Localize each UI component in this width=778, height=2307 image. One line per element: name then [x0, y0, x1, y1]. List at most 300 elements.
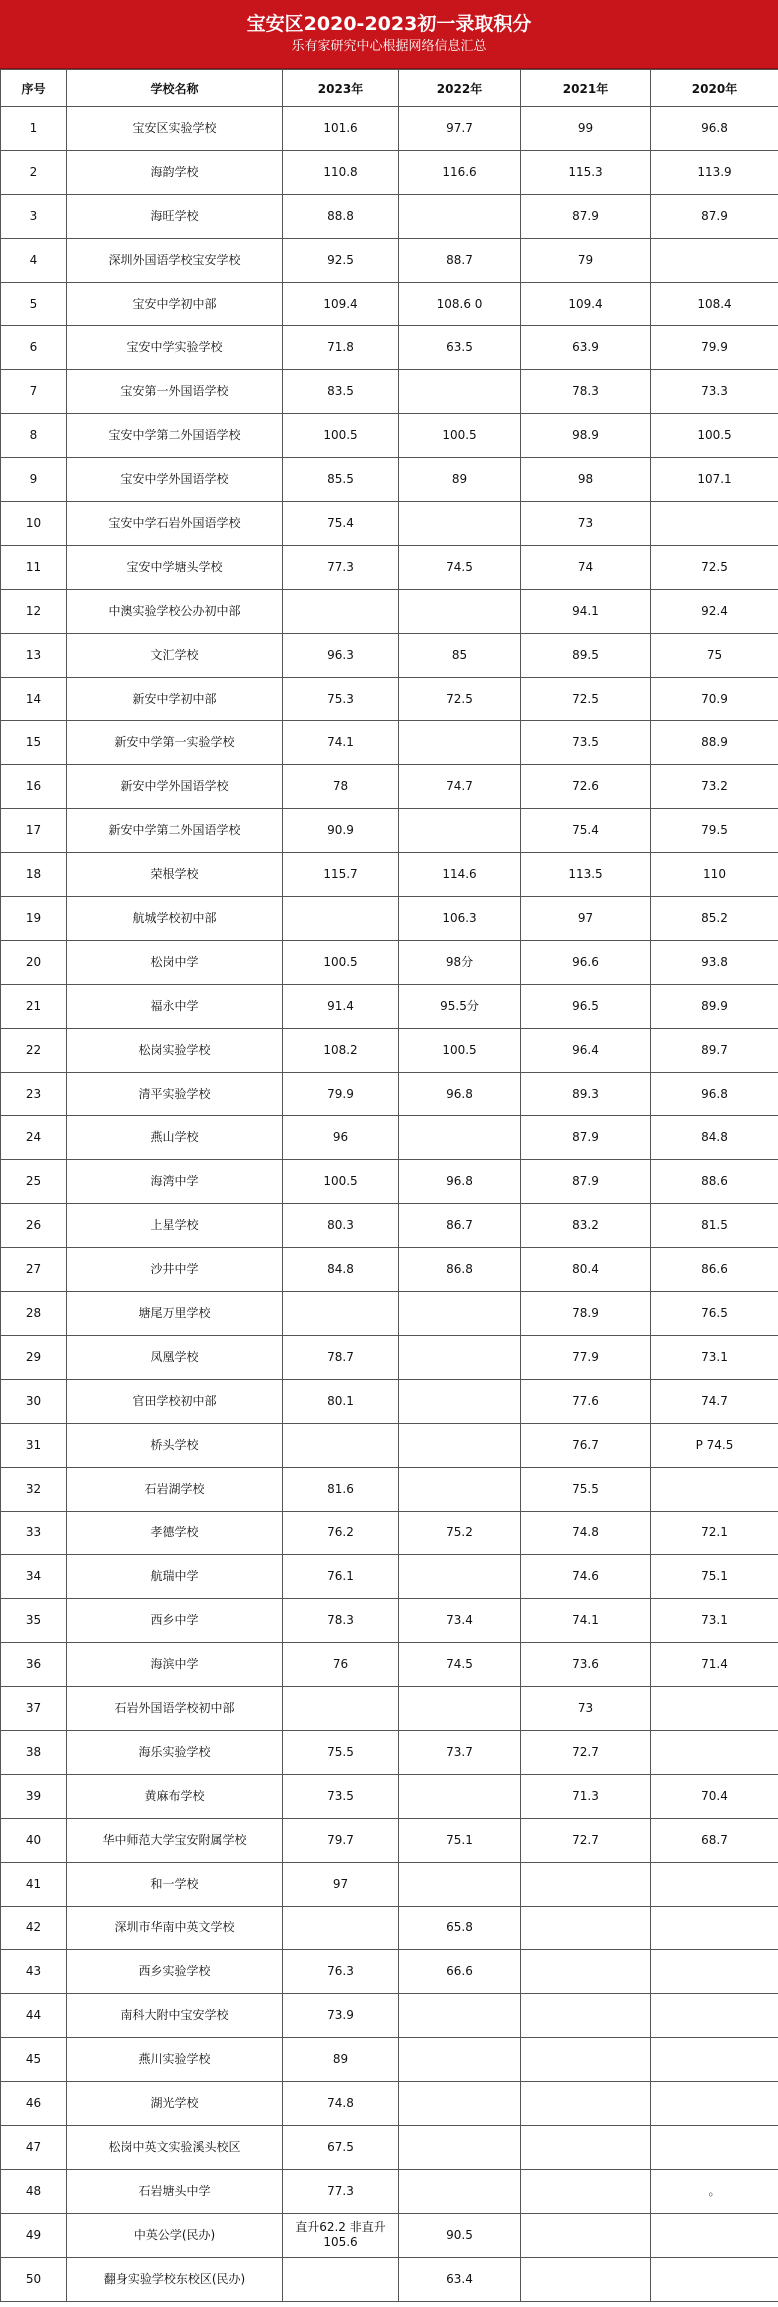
score-cell: 83.5 — [283, 370, 399, 414]
row-index-cell: 15 — [1, 721, 67, 765]
table-row — [1, 194, 778, 238]
score-cell: 74.5 — [399, 545, 521, 589]
score-cell: 99 — [521, 107, 651, 151]
column-header: 2021年 — [521, 70, 651, 107]
score-cell: 65.8 — [399, 1906, 521, 1950]
school-name-cell: 海韵学校 — [67, 150, 283, 194]
school-name-cell: 福永中学 — [67, 984, 283, 1028]
table-row — [1, 1248, 778, 1292]
school-name-cell: 荣根学校 — [67, 853, 283, 897]
table-row — [1, 326, 778, 370]
score-cell: 76.3 — [283, 1950, 399, 1994]
table-row — [1, 1906, 778, 1950]
score-cell: 88.8 — [283, 194, 399, 238]
score-cell: 77.6 — [521, 1379, 651, 1423]
score-cell: 98 — [521, 458, 651, 502]
school-name-cell: 海湾中学 — [67, 1160, 283, 1204]
row-index-cell: 18 — [1, 853, 67, 897]
score-cell: 91.4 — [283, 984, 399, 1028]
row-index-cell: 33 — [1, 1511, 67, 1555]
score-cell — [521, 2125, 651, 2169]
score-cell: 75.1 — [651, 1555, 778, 1599]
table-row — [1, 238, 778, 282]
row-index-cell: 23 — [1, 1072, 67, 1116]
score-cell: 96.8 — [399, 1160, 521, 1204]
table-row — [1, 2257, 778, 2301]
score-cell: 63.9 — [521, 326, 651, 370]
school-name-cell: 深圳外国语学校宝安学校 — [67, 238, 283, 282]
school-name-cell: 松岗实验学校 — [67, 1028, 283, 1072]
score-cell: 76.7 — [521, 1423, 651, 1467]
score-cell: 73.1 — [651, 1599, 778, 1643]
row-index-cell: 38 — [1, 1730, 67, 1774]
score-cell — [283, 589, 399, 633]
row-index-cell: 30 — [1, 1379, 67, 1423]
score-cell: 73.5 — [521, 721, 651, 765]
score-cell: 78.3 — [283, 1599, 399, 1643]
score-cell — [399, 1862, 521, 1906]
row-index-cell: 8 — [1, 414, 67, 458]
table-row — [1, 677, 778, 721]
school-name-cell: 新安中学外国语学校 — [67, 765, 283, 809]
score-cell — [283, 1687, 399, 1731]
row-index-cell: 31 — [1, 1423, 67, 1467]
score-cell: 78.9 — [521, 1292, 651, 1336]
score-cell: 74.5 — [399, 1643, 521, 1687]
score-cell: 84.8 — [651, 1116, 778, 1160]
score-cell: 96 — [283, 1116, 399, 1160]
score-cell: 96.5 — [521, 984, 651, 1028]
school-name-cell: 黄麻布学校 — [67, 1774, 283, 1818]
score-cell — [399, 1292, 521, 1336]
score-cell: 100.5 — [283, 1160, 399, 1204]
school-name-cell: 航瑞中学 — [67, 1555, 283, 1599]
score-cell: 79.9 — [283, 1072, 399, 1116]
table-row — [1, 370, 778, 414]
score-cell: 76.1 — [283, 1555, 399, 1599]
table-row — [1, 1160, 778, 1204]
score-cell — [521, 2169, 651, 2213]
score-cell: 72.7 — [521, 1818, 651, 1862]
score-cell: 100.5 — [399, 1028, 521, 1072]
score-cell — [651, 1862, 778, 1906]
school-name-cell: 官田学校初中部 — [67, 1379, 283, 1423]
score-cell — [399, 1335, 521, 1379]
score-cell: 71.3 — [521, 1774, 651, 1818]
score-cell: 81.5 — [651, 1204, 778, 1248]
row-index-cell: 36 — [1, 1643, 67, 1687]
score-cell — [651, 502, 778, 546]
score-cell — [651, 1906, 778, 1950]
score-cell: 89.5 — [521, 633, 651, 677]
row-index-cell: 22 — [1, 1028, 67, 1072]
score-cell: 89 — [399, 458, 521, 502]
table-row — [1, 458, 778, 502]
score-cell: 67.5 — [283, 2125, 399, 2169]
score-cell — [651, 1950, 778, 1994]
score-cell: 直升62.2 非直升105.6 — [283, 2213, 399, 2257]
score-cell: 74.6 — [521, 1555, 651, 1599]
score-cell: 81.6 — [283, 1467, 399, 1511]
school-name-cell: 宝安中学第二外国语学校 — [67, 414, 283, 458]
row-index-cell: 39 — [1, 1774, 67, 1818]
table-row — [1, 1204, 778, 1248]
score-cell: 75 — [651, 633, 778, 677]
school-name-cell: 宝安中学外国语学校 — [67, 458, 283, 502]
row-index-cell: 42 — [1, 1906, 67, 1950]
score-cell: 86.7 — [399, 1204, 521, 1248]
score-cell: 96.6 — [521, 940, 651, 984]
score-cell — [651, 1730, 778, 1774]
score-cell: 98分 — [399, 940, 521, 984]
school-name-cell: 石岩塘头中学 — [67, 2169, 283, 2213]
score-cell: 75.1 — [399, 1818, 521, 1862]
table-row — [1, 1028, 778, 1072]
table-header-row — [1, 70, 778, 107]
row-index-cell: 47 — [1, 2125, 67, 2169]
school-name-cell: 石岩湖学校 — [67, 1467, 283, 1511]
score-cell: 75.4 — [283, 502, 399, 546]
score-cell: 74.8 — [283, 2082, 399, 2126]
score-cell: 75.5 — [521, 1467, 651, 1511]
score-cell: 73.3 — [651, 370, 778, 414]
column-header: 2023年 — [283, 70, 399, 107]
row-index-cell: 11 — [1, 545, 67, 589]
score-cell: 66.6 — [399, 1950, 521, 1994]
score-cell: 75.4 — [521, 809, 651, 853]
row-index-cell: 25 — [1, 1160, 67, 1204]
table-row — [1, 150, 778, 194]
table-row — [1, 2125, 778, 2169]
score-cell — [521, 2038, 651, 2082]
school-name-cell: 海旺学校 — [67, 194, 283, 238]
row-index-cell: 19 — [1, 897, 67, 941]
school-name-cell: 塘尾万里学校 — [67, 1292, 283, 1336]
score-cell: 73.1 — [651, 1335, 778, 1379]
table-row — [1, 1292, 778, 1336]
score-cell: 115.7 — [283, 853, 399, 897]
row-index-cell: 44 — [1, 1994, 67, 2038]
row-index-cell: 21 — [1, 984, 67, 1028]
score-cell: 110 — [651, 853, 778, 897]
table-row — [1, 545, 778, 589]
score-cell: 109.4 — [521, 282, 651, 326]
school-name-cell: 宝安中学石岩外国语学校 — [67, 502, 283, 546]
score-cell: 74.7 — [399, 765, 521, 809]
table-row — [1, 1643, 778, 1687]
table-row — [1, 1467, 778, 1511]
school-name-cell: 宝安中学实验学校 — [67, 326, 283, 370]
score-cell: 83.2 — [521, 1204, 651, 1248]
table-row — [1, 1818, 778, 1862]
score-cell — [399, 1774, 521, 1818]
row-index-cell: 41 — [1, 1862, 67, 1906]
score-cell: 79.7 — [283, 1818, 399, 1862]
column-header: 2020年 — [651, 70, 778, 107]
score-cell: 70.4 — [651, 1774, 778, 1818]
table-row — [1, 1116, 778, 1160]
score-cell — [651, 2038, 778, 2082]
table-row — [1, 1687, 778, 1731]
score-cell: 113.5 — [521, 853, 651, 897]
score-cell: 72.6 — [521, 765, 651, 809]
score-cell: 72.7 — [521, 1730, 651, 1774]
row-index-cell: 26 — [1, 1204, 67, 1248]
score-cell: 86.6 — [651, 1248, 778, 1292]
row-index-cell: 35 — [1, 1599, 67, 1643]
row-index-cell: 17 — [1, 809, 67, 853]
score-cell: 。 — [651, 2169, 778, 2213]
school-name-cell: 桥头学校 — [67, 1423, 283, 1467]
score-cell: 92.4 — [651, 589, 778, 633]
score-cell — [399, 809, 521, 853]
page-subtitle: 乐有家研究中心根据网络信息汇总 — [291, 39, 487, 54]
score-cell: 77.9 — [521, 1335, 651, 1379]
school-name-cell: 华中师范大学宝安附属学校 — [67, 1818, 283, 1862]
score-cell — [651, 2082, 778, 2126]
score-cell — [399, 1116, 521, 1160]
row-index-cell: 14 — [1, 677, 67, 721]
table-row — [1, 1730, 778, 1774]
score-cell: 78 — [283, 765, 399, 809]
table-row — [1, 2038, 778, 2082]
score-cell: 100.5 — [399, 414, 521, 458]
row-index-cell: 27 — [1, 1248, 67, 1292]
score-cell — [399, 721, 521, 765]
score-cell: 74.8 — [521, 1511, 651, 1555]
score-cell — [399, 194, 521, 238]
score-cell: 73.2 — [651, 765, 778, 809]
table-row — [1, 721, 778, 765]
score-cell: 74.1 — [521, 1599, 651, 1643]
score-cell: 115.3 — [521, 150, 651, 194]
score-cell — [521, 2257, 651, 2301]
school-name-cell: 松岗中学 — [67, 940, 283, 984]
score-cell: 74.1 — [283, 721, 399, 765]
score-cell: 95.5分 — [399, 984, 521, 1028]
score-cell: 86.8 — [399, 1248, 521, 1292]
score-cell: 63.5 — [399, 326, 521, 370]
score-cell: 79 — [521, 238, 651, 282]
score-cell — [651, 2125, 778, 2169]
score-cell: 89 — [283, 2038, 399, 2082]
row-index-cell: 7 — [1, 370, 67, 414]
school-name-cell: 翻身实验学校东校区(民办) — [67, 2257, 283, 2301]
table-row — [1, 897, 778, 941]
column-header: 学校名称 — [67, 70, 283, 107]
school-name-cell: 燕山学校 — [67, 1116, 283, 1160]
score-cell — [399, 2082, 521, 2126]
score-cell: 88.9 — [651, 721, 778, 765]
score-cell: 73.6 — [521, 1643, 651, 1687]
school-name-cell: 西乡实验学校 — [67, 1950, 283, 1994]
score-cell — [521, 1862, 651, 1906]
table-row — [1, 940, 778, 984]
school-name-cell: 新安中学第二外国语学校 — [67, 809, 283, 853]
score-cell — [651, 238, 778, 282]
school-name-cell: 宝安第一外国语学校 — [67, 370, 283, 414]
score-cell: 100.5 — [283, 940, 399, 984]
row-index-cell: 49 — [1, 2213, 67, 2257]
score-cell: 96.3 — [283, 633, 399, 677]
score-cell: 88.7 — [399, 238, 521, 282]
table-row — [1, 853, 778, 897]
score-table — [0, 69, 778, 2302]
score-cell — [283, 897, 399, 941]
score-cell — [521, 1994, 651, 2038]
school-name-cell: 海滨中学 — [67, 1643, 283, 1687]
row-index-cell: 2 — [1, 150, 67, 194]
score-cell — [399, 589, 521, 633]
score-cell: 109.4 — [283, 282, 399, 326]
school-name-cell: 和一学校 — [67, 1862, 283, 1906]
score-cell: 100.5 — [283, 414, 399, 458]
school-name-cell: 航城学校初中部 — [67, 897, 283, 941]
table-row — [1, 1555, 778, 1599]
score-cell: 85.5 — [283, 458, 399, 502]
score-cell: 87.9 — [521, 1160, 651, 1204]
school-name-cell: 深圳市华南中英文学校 — [67, 1906, 283, 1950]
score-cell — [399, 2125, 521, 2169]
score-cell — [651, 2257, 778, 2301]
score-cell: 113.9 — [651, 150, 778, 194]
score-cell: 76.5 — [651, 1292, 778, 1336]
row-index-cell: 24 — [1, 1116, 67, 1160]
school-name-cell: 宝安区实验学校 — [67, 107, 283, 151]
score-cell — [399, 1379, 521, 1423]
row-index-cell: 50 — [1, 2257, 67, 2301]
score-cell: 96.4 — [521, 1028, 651, 1072]
score-cell: 74 — [521, 545, 651, 589]
score-cell — [399, 1423, 521, 1467]
school-name-cell: 南科大附中宝安学校 — [67, 1994, 283, 2038]
score-cell — [521, 1906, 651, 1950]
score-cell: 87.9 — [651, 194, 778, 238]
school-name-cell: 文汇学校 — [67, 633, 283, 677]
score-cell: 79.5 — [651, 809, 778, 853]
row-index-cell: 10 — [1, 502, 67, 546]
score-cell: 87.9 — [521, 1116, 651, 1160]
row-index-cell: 1 — [1, 107, 67, 151]
school-name-cell: 凤凰学校 — [67, 1335, 283, 1379]
table-row — [1, 1423, 778, 1467]
score-cell: 108.2 — [283, 1028, 399, 1072]
score-cell: 74.7 — [651, 1379, 778, 1423]
row-index-cell: 43 — [1, 1950, 67, 1994]
score-cell: 97.7 — [399, 107, 521, 151]
page-title: 宝安区2020-2023初一录取积分 — [246, 13, 532, 35]
score-cell — [399, 502, 521, 546]
score-cell: 89.9 — [651, 984, 778, 1028]
score-cell: 96.8 — [651, 107, 778, 151]
column-header: 2022年 — [399, 70, 521, 107]
table-row — [1, 1774, 778, 1818]
school-name-cell: 新安中学第一实验学校 — [67, 721, 283, 765]
score-cell: 77.3 — [283, 2169, 399, 2213]
score-cell: 89.3 — [521, 1072, 651, 1116]
table-row — [1, 502, 778, 546]
score-cell: 79.9 — [651, 326, 778, 370]
score-cell: 101.6 — [283, 107, 399, 151]
school-name-cell: 清平实验学校 — [67, 1072, 283, 1116]
row-index-cell: 40 — [1, 1818, 67, 1862]
score-cell — [283, 1423, 399, 1467]
row-index-cell: 5 — [1, 282, 67, 326]
table-row — [1, 765, 778, 809]
score-cell: 72.1 — [651, 1511, 778, 1555]
table-row — [1, 1994, 778, 2038]
table-row — [1, 809, 778, 853]
score-cell: 80.4 — [521, 1248, 651, 1292]
score-cell: 85.2 — [651, 897, 778, 941]
row-index-cell: 16 — [1, 765, 67, 809]
score-cell: 107.1 — [651, 458, 778, 502]
table-row — [1, 1335, 778, 1379]
score-cell: 73.9 — [283, 1994, 399, 2038]
score-cell: 87.9 — [521, 194, 651, 238]
score-cell — [651, 2213, 778, 2257]
score-cell — [399, 2169, 521, 2213]
score-cell — [283, 1906, 399, 1950]
score-cell: 71.4 — [651, 1643, 778, 1687]
row-index-cell: 32 — [1, 1467, 67, 1511]
score-cell: 72.5 — [651, 545, 778, 589]
table-row — [1, 1511, 778, 1555]
school-name-cell: 石岩外国语学校初中部 — [67, 1687, 283, 1731]
score-cell — [521, 1950, 651, 1994]
school-name-cell: 西乡中学 — [67, 1599, 283, 1643]
score-cell: 73.7 — [399, 1730, 521, 1774]
table-row — [1, 414, 778, 458]
score-cell: P 74.5 — [651, 1423, 778, 1467]
table-row — [1, 984, 778, 1028]
row-index-cell: 6 — [1, 326, 67, 370]
row-index-cell: 45 — [1, 2038, 67, 2082]
score-cell: 96.8 — [399, 1072, 521, 1116]
score-cell: 78.7 — [283, 1335, 399, 1379]
school-name-cell: 宝安中学塘头学校 — [67, 545, 283, 589]
score-cell: 90.9 — [283, 809, 399, 853]
score-cell — [283, 1292, 399, 1336]
score-cell: 73 — [521, 502, 651, 546]
table-row — [1, 1599, 778, 1643]
score-cell — [399, 1555, 521, 1599]
score-cell: 97 — [283, 1862, 399, 1906]
score-cell: 75.3 — [283, 677, 399, 721]
score-cell: 108.4 — [651, 282, 778, 326]
score-cell — [399, 1687, 521, 1731]
score-cell: 114.6 — [399, 853, 521, 897]
table-row — [1, 1950, 778, 1994]
row-index-cell: 46 — [1, 2082, 67, 2126]
table-row — [1, 2169, 778, 2213]
score-cell — [399, 370, 521, 414]
score-cell — [399, 1467, 521, 1511]
score-cell: 75.5 — [283, 1730, 399, 1774]
score-cell: 106.3 — [399, 897, 521, 941]
table-row — [1, 2082, 778, 2126]
table-row — [1, 1862, 778, 1906]
score-cell: 72.5 — [521, 677, 651, 721]
score-cell: 94.1 — [521, 589, 651, 633]
score-cell: 80.3 — [283, 1204, 399, 1248]
score-cell: 71.8 — [283, 326, 399, 370]
row-index-cell: 28 — [1, 1292, 67, 1336]
row-index-cell: 4 — [1, 238, 67, 282]
score-cell: 97 — [521, 897, 651, 941]
score-cell: 77.3 — [283, 545, 399, 589]
school-name-cell: 海乐实验学校 — [67, 1730, 283, 1774]
